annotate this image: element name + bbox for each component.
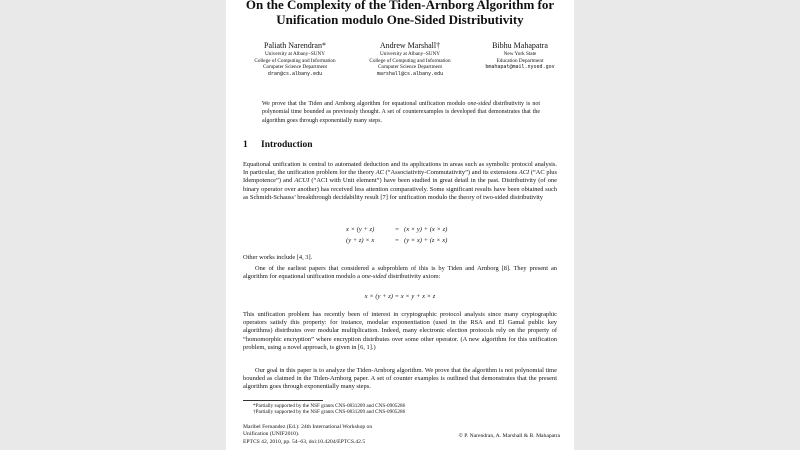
author-affiliation: New York State [503,51,537,57]
paragraph-3: One of the earliest papers that considered a subproblem of this is by Tiden and Arnborg [8]. They present an algorithm for equational unification modulo a one-sided distributivity axiom: [243,265,557,281]
section-number: 1 [243,140,248,150]
paper-title-line2: Unification modulo One-Sided Distributivity [276,12,524,27]
footnote-2: †Partially supported by the NSF grants CNS-0831209 and CNS-0905286 [253,409,406,416]
paper-page [226,0,574,450]
author-affiliation: University at Albany–SUNY [265,51,325,57]
equation-1: x × (y + z) = (x × y) + (x × z) [346,226,448,233]
section-title: Introduction [261,140,313,150]
author-email: marshall@cs.albany.edu [376,70,444,77]
paragraph-1: Equational unification is central to automated deduction and its applications in areas such as symbolic protocol analysis. In particular, the unification problem for the theory AC (“Associativity-Commutativity”) and its extensions ACI (“AC plus Idempotence”) and ACUI (“ACI with Unit element”) have been studied in great detail in the past. Distributivity (of one binary operator over another) has received less attention comparatively. Some significant results have been obtained such as Schmidt-Schauss’ breakthrough decidability result [7] for unification modulo the theory of two-sided distributivity [243,161,558,201]
equation-2: (y + z) × x = (y × x) + (z × x) [346,237,448,244]
paragraph-5: Our goal in this paper is to analyze the Tiden-Arnborg algorithm. We prove that the algorithm is not polynomial time bounded as claimed in the Tiden-Arnborg paper. A set of counter examples is outlined that demonstrates that the present algorithm goes through exponentially many steps. [243,367,557,391]
footnote-1: *Partially supported by the NSF grants CNS-0831209 and CNS-0905286 [253,403,406,409]
author-affiliation: Education Department [496,57,544,64]
author-affiliation: College of Computing and Information [254,57,336,64]
author-email: dran@cs.albany.edu [267,70,323,77]
author-name: Bibhu Mahapatra [492,41,548,50]
footer-citation: Maribel Fernandez (Ed.): 24th International Workshop on Unification (UNIF2010). EPTCS 42, 2010, pp. 54–63, doi:10.4204/EPTCS.42.5 [243,424,373,445]
author-affiliation: Computer Science Department [378,64,442,71]
equation-3: x × (y + z) = x × y + x × z [364,293,436,300]
author-block-3 [472,41,568,71]
paper-title-line1: On the Complexity of the Tiden-Arnborg Algorithm for [245,0,555,12]
paragraph-4: This unification problem has recently been of interest in cryptographic protocol analysis since many cryptographic operators satisfy this property: for instance, modular exponentiation (used in the RSA and El Gamal public key algorithms) distributes over modular multiplication. Indeed, many electronic election protocols rely on the property of “homomorphic encryption” where encryption distributes over some other operator. (A new algorithm for this unification problem, using a novel approach, is given in [6, 1].) [243,311,557,351]
author-affiliation: University at Albany–SUNY [380,51,440,57]
author-name: Paliath Narendran* [264,41,326,50]
author-block-1 [240,41,350,77]
author-email: bmahapat@mail.nysed.gov [485,64,555,71]
author-affiliation: Computer Science Department [263,64,327,71]
abstract: We prove that the Tiden and Arnborg algorithm for equational unification modulo one-sided distributivity is not polynomial time bounded as previously thought. A set of counterexamples is developed that demonstrates that the algorithm goes through exponentially many steps. [262,101,540,124]
footnotes [243,403,567,416]
copyright-notice: © P. Narendran, A. Marshall & B. Mahapatra [458,433,560,439]
section-heading [243,140,313,150]
author-affiliation: College of Computing and Information [369,57,451,64]
author-name: Andrew Marshall† [379,41,441,50]
footnote-rule [243,400,323,401]
author-block-2 [350,41,470,77]
paragraph-2: Other works include [4, 3]. [243,254,313,261]
